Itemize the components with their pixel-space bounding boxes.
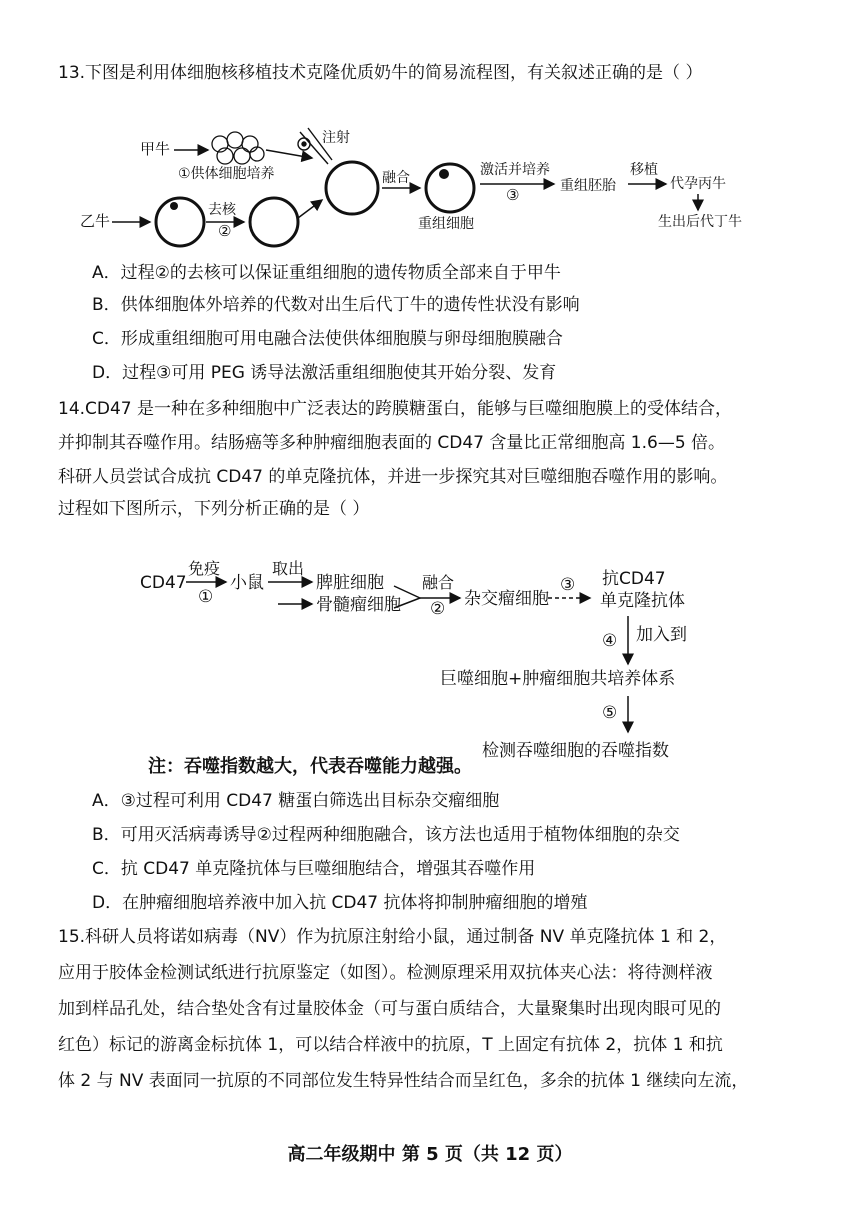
q14-option-a: A．③过程可利用 CD47 糖蛋白筛选出目标杂交瘤细胞 xyxy=(92,791,500,811)
q14-option-b: B．可用灭活病毒诱导②过程两种细胞融合，该方法也适用于植物体细胞的杂交 xyxy=(92,825,680,845)
q15-line-1: 15.科研人员将诺如病毒（NV）作为抗原注射给小鼠，通过制备 NV 单克隆抗体 1 和 2， xyxy=(58,927,727,947)
q14-gu-sui-label: 骨髓瘤细胞 xyxy=(316,595,401,615)
q13-flow-diagram xyxy=(60,118,780,248)
q13-yi-niu-label: 乙牛 xyxy=(80,212,111,230)
q14-flow-diagram xyxy=(120,556,740,766)
q13-step3-label: ③ xyxy=(506,186,520,204)
q14-kang-cd47-label: 抗CD47 xyxy=(602,569,666,589)
q13-stem: 13.下图是利用体细胞核移植技术克隆优质奶牛的简易流程图，有关叙述正确的是（ ） xyxy=(58,63,703,83)
q14-step1-label: ① xyxy=(198,587,214,607)
q13-option-a: A．过程②的去核可以保证重组细胞的遗传物质全部来自于甲牛 xyxy=(92,263,561,283)
q15-line-3: 加到样品孔处，结合垫处含有过量胶体金（可与蛋白质结合，大量聚集时出现肉眼可见的 xyxy=(58,999,721,1019)
q13-dai-yun-label: 代孕丙牛 xyxy=(670,176,726,192)
q14-step2-label: ② xyxy=(430,599,446,619)
q15-line-2: 应用于胶体金检测试纸进行抗原鉴定（如图）。检测原理采用双抗体夹心法：将待测样液 xyxy=(58,963,713,983)
q15-line-4: 红色）标记的游离金标抗体 1，可以结合样液中的抗原，T 上固定有抗体 2，抗体 1 和抗 xyxy=(58,1035,723,1055)
q14-step4-label: ④ xyxy=(602,631,618,651)
q13-step2-label: ② xyxy=(218,222,232,240)
q13-option-b: B．供体细胞体外培养的代数对出生后代丁牛的遗传性状没有影响 xyxy=(92,295,580,315)
q13-zhu-she-label: 注射 xyxy=(322,130,350,146)
q13-option-c: C．形成重组细胞可用电融合法使供体细胞膜与卵母细胞膜融合 xyxy=(92,329,563,349)
q14-option-d: D．在肿瘤细胞培养液中加入抗 CD47 抗体将抑制肿瘤细胞的增殖 xyxy=(92,893,588,913)
q14-stem-line-4: 过程如下图所示，下列分析正确的是（ ） xyxy=(58,499,370,519)
q13-jia-niu-label: 甲牛 xyxy=(140,140,171,158)
q14-pi-zang-label: 脾脏细胞 xyxy=(316,573,384,593)
q14-stem-line-1: 14.CD47 是一种在多种细胞中广泛表达的跨膜糖蛋白，能够与巨噬细胞膜上的受体结合， xyxy=(58,399,733,419)
q14-rong-he-label: 融合 xyxy=(422,573,455,592)
q14-mian-yi-label: 免疫 xyxy=(188,559,221,578)
q14-stem-line-3: 科研人员尝试合成抗 CD47 的单克隆抗体，并进一步探究其对巨噬细胞吞噬作用的影响。 xyxy=(58,467,728,487)
q14-dan-ke-long-label: 单克隆抗体 xyxy=(600,591,685,611)
enucleated-oocyte-icon xyxy=(250,198,298,246)
q14-jia-ru-label: 加入到 xyxy=(636,625,687,645)
q15-line-5: 体 2 与 NV 表面同一抗原的不同部位发生特异性结合而呈红色，多余的抗体 1 继续向左流， xyxy=(58,1071,749,1091)
page-footer: 高二年级期中 第 5 页（共 12 页） xyxy=(287,1144,573,1165)
q13-qu-he-label: 去核 xyxy=(208,202,236,218)
q13-chong-zu-pei-tai-label: 重组胚胎 xyxy=(560,178,616,194)
q14-step5-label: ⑤ xyxy=(602,703,618,723)
q14-stem-line-2: 并抑制其吞噬作用。结肠癌等多种肿瘤细胞表面的 CD47 含量比正常细胞高 1.6—5 倍。 xyxy=(58,433,726,453)
q14-qu-chu-label: 取出 xyxy=(272,559,305,578)
q14-xiao-shu-label: 小鼠 xyxy=(230,573,264,593)
donor-cell-cluster-icon xyxy=(212,132,264,164)
q13-yi-zhi-label: 移植 xyxy=(630,162,658,178)
q13-ji-huo-label: 激活并培养 xyxy=(480,162,550,178)
q14-option-c: C．抗 CD47 单克隆抗体与巨噬细胞结合，增强其吞噬作用 xyxy=(92,859,536,879)
q14-step3-label: ③ xyxy=(560,575,576,595)
injected-oocyte-icon xyxy=(326,162,378,214)
q14-cd47-label: CD47 xyxy=(140,573,187,593)
q13-rong-he-label: 融合 xyxy=(382,170,410,186)
q14-gong-pei-yang-label: 巨噬细胞+肿瘤细胞共培养体系 xyxy=(440,669,676,689)
q13-chong-zu-xi-bao-label: 重组细胞 xyxy=(418,216,474,232)
q14-note: 注：吞噬指数越大，代表吞噬能力越强。 xyxy=(148,756,472,777)
q14-za-jiao-label: 杂交瘤细胞 xyxy=(464,589,549,609)
q13-sheng-chu-label: 生出后代丁牛 xyxy=(658,214,742,230)
q13-step1-label: ①供体细胞培养 xyxy=(178,166,275,182)
q14-jian-ce-label: 检测吞噬细胞的吞噬指数 xyxy=(482,741,669,761)
q13-option-d: D．过程③可用 PEG 诱导法激活重组细胞使其开始分裂、发育 xyxy=(92,363,557,383)
oocyte-icon xyxy=(156,198,204,246)
recombinant-cell-icon xyxy=(426,164,474,212)
